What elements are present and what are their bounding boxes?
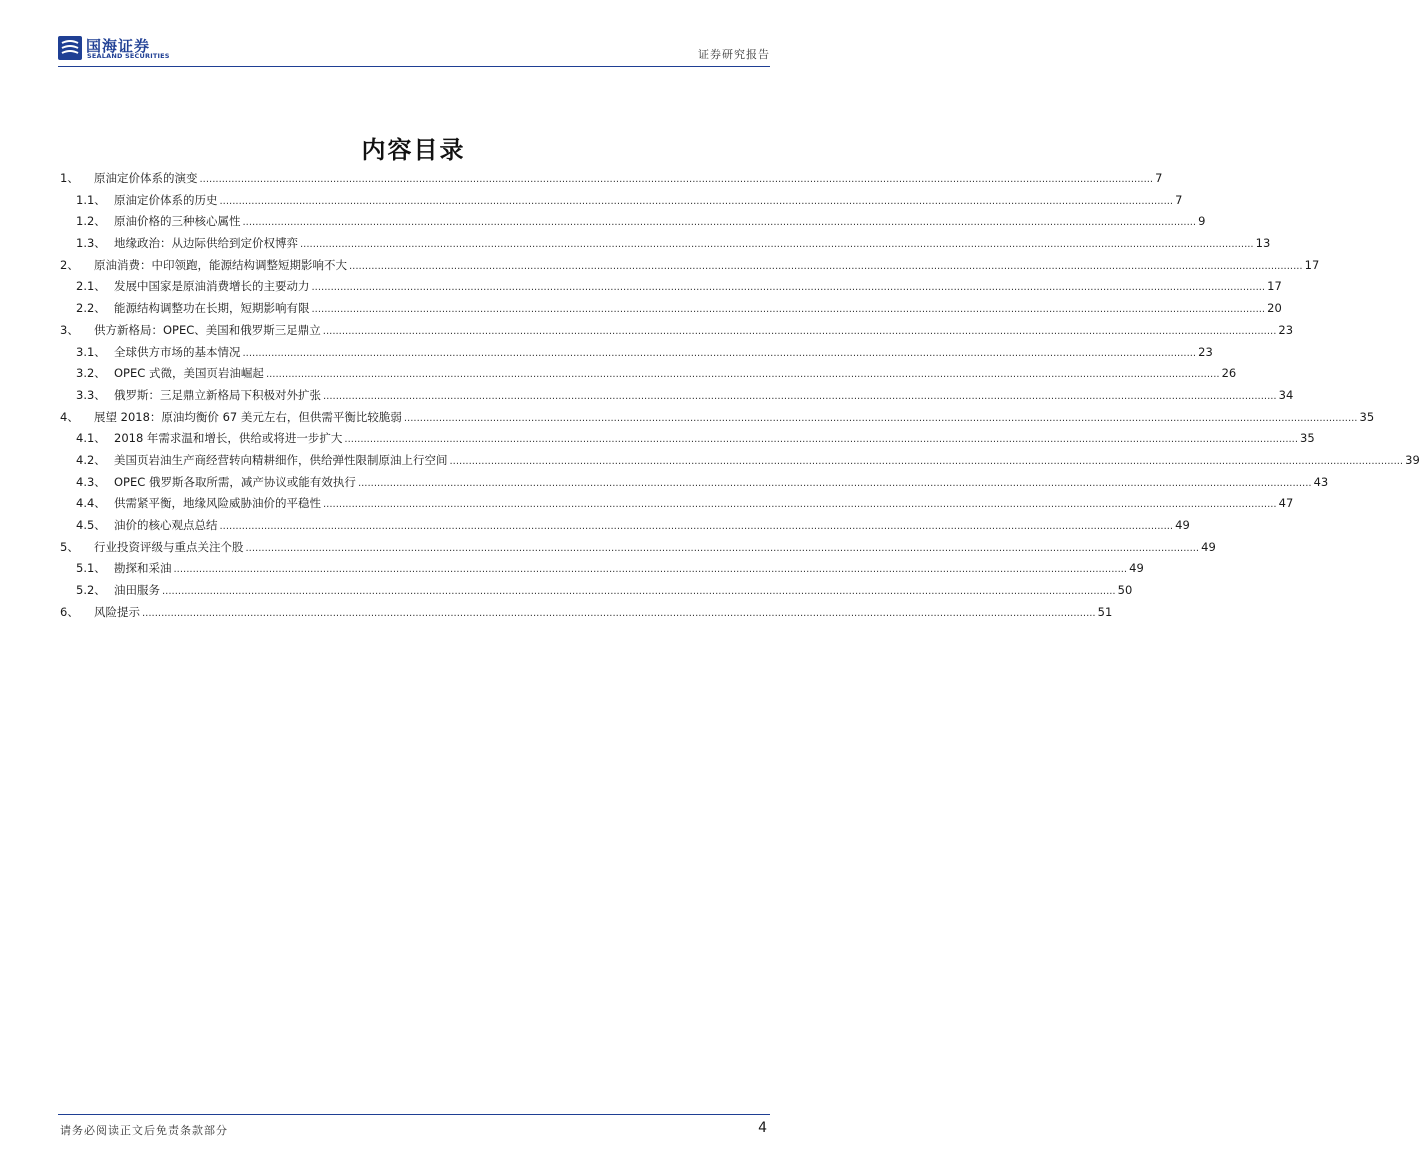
toc-entry-number: 2.2、 (76, 301, 106, 316)
toc-entry-page: 17 (1304, 257, 1320, 272)
toc-entry-page: 51 (1097, 604, 1113, 619)
toc-entry-label: 美国页岩油生产商经营转向精耕细作，供给弹性限制原油上行空间 (114, 452, 448, 467)
toc-entry-label: 发展中国家是原油消费增长的主要动力 (114, 279, 310, 294)
toc-entry-number: 1.2、 (76, 214, 106, 229)
toc-entry-page: 13 (1255, 236, 1271, 251)
toc-entry-number: 3.2、 (76, 366, 106, 381)
page-header (58, 34, 770, 64)
toc-entry-page: 49 (1175, 518, 1190, 532)
disclaimer-note: 请务必阅读正文后免责条款部分 (60, 1124, 228, 1137)
toc-entry[interactable] (60, 170, 1163, 192)
toc-entry[interactable] (60, 257, 1320, 279)
toc-dot-leader: ............................................................................................................................................................................................................................................................................................................ (265, 369, 1220, 381)
toc-dot-leader: ............................................................................................................................................................................................................................................................................................................ (349, 260, 1303, 272)
toc-dot-leader: ............................................................................................................................................................................................................................................................................................................ (142, 607, 1096, 619)
toc-dot-leader: ............................................................................................................................................................................................................................................................................................................ (323, 390, 1277, 402)
toc-entry[interactable] (60, 495, 1294, 517)
page-number: 4 (758, 1120, 767, 1136)
toc-entry[interactable] (60, 560, 1144, 582)
toc-entry-number: 4、 (60, 409, 79, 424)
toc-entry-page: 49 (1201, 539, 1216, 554)
toc-entry-number: 4.5、 (76, 518, 106, 532)
toc-entry[interactable] (60, 344, 1213, 366)
toc-entry-page: 23 (1198, 344, 1213, 359)
toc-entry-label: OPEC 式微，美国页岩油崛起 (114, 366, 264, 381)
toc-dot-leader: ............................................................................................................................................................................................................................................................................................................ (311, 304, 1266, 316)
toc-dot-leader: ............................................................................................................................................................................................................................................................................................................ (311, 282, 1266, 294)
toc-entry-label: 能源结构调整功在长期，短期影响有限 (114, 301, 310, 316)
toc-entry-number: 4.4、 (76, 496, 106, 511)
toc-entry-label: 油价的核心观点总结 (114, 518, 218, 532)
toc-entry-label: OPEC 俄罗斯各取所需，减产协议或能有效执行 (114, 474, 356, 489)
toc-entry-page: 35 (1300, 431, 1315, 446)
toc-entry[interactable] (60, 604, 1113, 626)
sealand-logo-icon (58, 36, 82, 60)
page-title: 内容目录 (361, 136, 466, 164)
toc-dot-leader: ............................................................................................................................................................................................................................................................................................................ (322, 325, 1277, 337)
toc-entry-label: 行业投资评级与重点关注个股 (94, 539, 244, 554)
toc-dot-leader: ............................................................................................................................................................................................................................................................................................................ (245, 542, 1200, 554)
toc-entry-page: 7 (1175, 192, 1183, 207)
toc-dot-leader: ............................................................................................................................................................................................................................................................................................................ (403, 412, 1358, 424)
table-of-contents (60, 170, 1420, 625)
toc-entry[interactable] (60, 430, 1315, 452)
toc-entry-page: 34 (1278, 387, 1294, 402)
toc-entry[interactable] (60, 322, 1294, 344)
logo-english-name: SEALAND SECURITIES (87, 52, 170, 60)
toc-entry-label: 原油价格的三种核心属性 (114, 214, 241, 229)
toc-entry-number: 4.3、 (76, 474, 106, 489)
toc-entry-label: 风险提示 (94, 604, 140, 619)
toc-entry-page: 9 (1198, 214, 1206, 229)
toc-dot-leader: ............................................................................................................................................................................................................................................................................................................ (357, 477, 1312, 489)
toc-entry-label: 原油定价体系的演变 (94, 171, 198, 185)
toc-entry-number: 3.1、 (76, 344, 106, 359)
toc-entry-number: 4.1、 (76, 431, 106, 446)
toc-entry-number: 1.3、 (76, 236, 106, 251)
toc-entry-label: 俄罗斯：三足鼎立新格局下积极对外扩张 (114, 387, 321, 402)
toc-entry-number: 2、 (60, 257, 79, 272)
toc-entry[interactable] (60, 582, 1133, 604)
toc-entry-label: 展望 2018：原油均衡价 67 美元左右，但供需平衡比较脆弱 (94, 409, 402, 424)
logo-chinese-name: 国海证券 (86, 37, 151, 55)
toc-entry-number: 5.2、 (76, 583, 106, 598)
toc-entry-label: 供方新格局：OPEC、美国和俄罗斯三足鼎立 (94, 322, 321, 337)
toc-entry-page: 39 (1405, 452, 1420, 467)
toc-entry[interactable] (60, 213, 1206, 235)
toc-dot-leader: ............................................................................................................................................................................................................................................................................................................ (173, 564, 1128, 576)
toc-entry[interactable] (60, 235, 1271, 257)
toc-entry[interactable] (60, 539, 1216, 561)
report-type-label: 证券研究报告 (698, 48, 770, 61)
toc-entry-page: 50 (1117, 583, 1133, 598)
toc-entry-number: 3、 (60, 322, 79, 337)
header-divider (58, 66, 770, 67)
toc-entry-label: 勘探和采油 (114, 561, 172, 576)
toc-entry-number: 1、 (60, 171, 79, 185)
toc-entry-label: 原油定价体系的历史 (114, 192, 218, 207)
toc-entry-number: 3.3、 (76, 387, 106, 402)
toc-entry-page: 23 (1278, 322, 1294, 337)
toc-entry-page: 7 (1155, 171, 1163, 185)
toc-entry-number: 1.1、 (76, 192, 106, 207)
toc-dot-leader: ............................................................................................................................................................................................................................................................................................................ (323, 499, 1277, 511)
toc-entry-number: 5、 (60, 539, 79, 554)
toc-entry-number: 6、 (60, 604, 79, 619)
toc-dot-leader: ............................................................................................................................................................................................................................................................................................................ (242, 217, 1197, 229)
toc-entry-number: 2.1、 (76, 279, 106, 294)
toc-entry-page: 26 (1221, 366, 1237, 381)
toc-entry-label: 油田服务 (114, 583, 160, 598)
footer-divider (58, 1114, 770, 1115)
toc-entry-label: 全球供方市场的基本情况 (114, 344, 241, 359)
toc-entry[interactable] (60, 365, 1237, 387)
toc-dot-leader: ............................................................................................................................................................................................................................................................................................................ (162, 586, 1116, 598)
toc-dot-leader: ............................................................................................................................................................................................................................................................................................................ (344, 434, 1299, 446)
toc-entry-label: 2018 年需求温和增长，供给或将进一步扩大 (114, 431, 343, 446)
toc-entry[interactable] (60, 409, 1375, 431)
toc-dot-leader: ............................................................................................................................................................................................................................................................................................................ (242, 347, 1197, 359)
toc-entry[interactable] (60, 387, 1294, 409)
toc-entry-page: 43 (1313, 474, 1329, 489)
toc-dot-leader: ............................................................................................................................................................................................................................................................................................................ (300, 239, 1254, 251)
toc-entry-page: 35 (1359, 409, 1375, 424)
toc-entry-page: 20 (1267, 301, 1282, 316)
toc-entry-number: 4.2、 (76, 452, 106, 467)
toc-entry-label: 原油消费：中印领跑，能源结构调整短期影响不大 (94, 257, 347, 272)
toc-dot-leader: ............................................................................................................................................................................................................................................................................................................ (219, 521, 1174, 532)
toc-entry[interactable] (60, 452, 1420, 474)
toc-dot-leader: ............................................................................................................................................................................................................................................................................................................ (449, 455, 1404, 467)
toc-entry-label: 地缘政治：从边际供给到定价权博弈 (114, 236, 298, 251)
toc-entry-number: 5.1、 (76, 561, 106, 576)
toc-entry[interactable] (60, 300, 1282, 322)
toc-dot-leader: ............................................................................................................................................................................................................................................................................................................ (219, 195, 1174, 207)
toc-entry[interactable] (60, 278, 1282, 300)
toc-entry-page: 47 (1278, 496, 1294, 511)
toc-dot-leader: ............................................................................................................................................................................................................................................................................................................ (199, 174, 1154, 185)
toc-entry[interactable] (60, 474, 1329, 496)
toc-entry-page: 17 (1267, 279, 1282, 294)
toc-entry-label: 供需紧平衡，地缘风险威胁油价的平稳性 (114, 496, 321, 511)
toc-entry[interactable] (60, 192, 1183, 214)
toc-entry[interactable] (60, 517, 1190, 539)
toc-entry-page: 49 (1129, 561, 1144, 576)
